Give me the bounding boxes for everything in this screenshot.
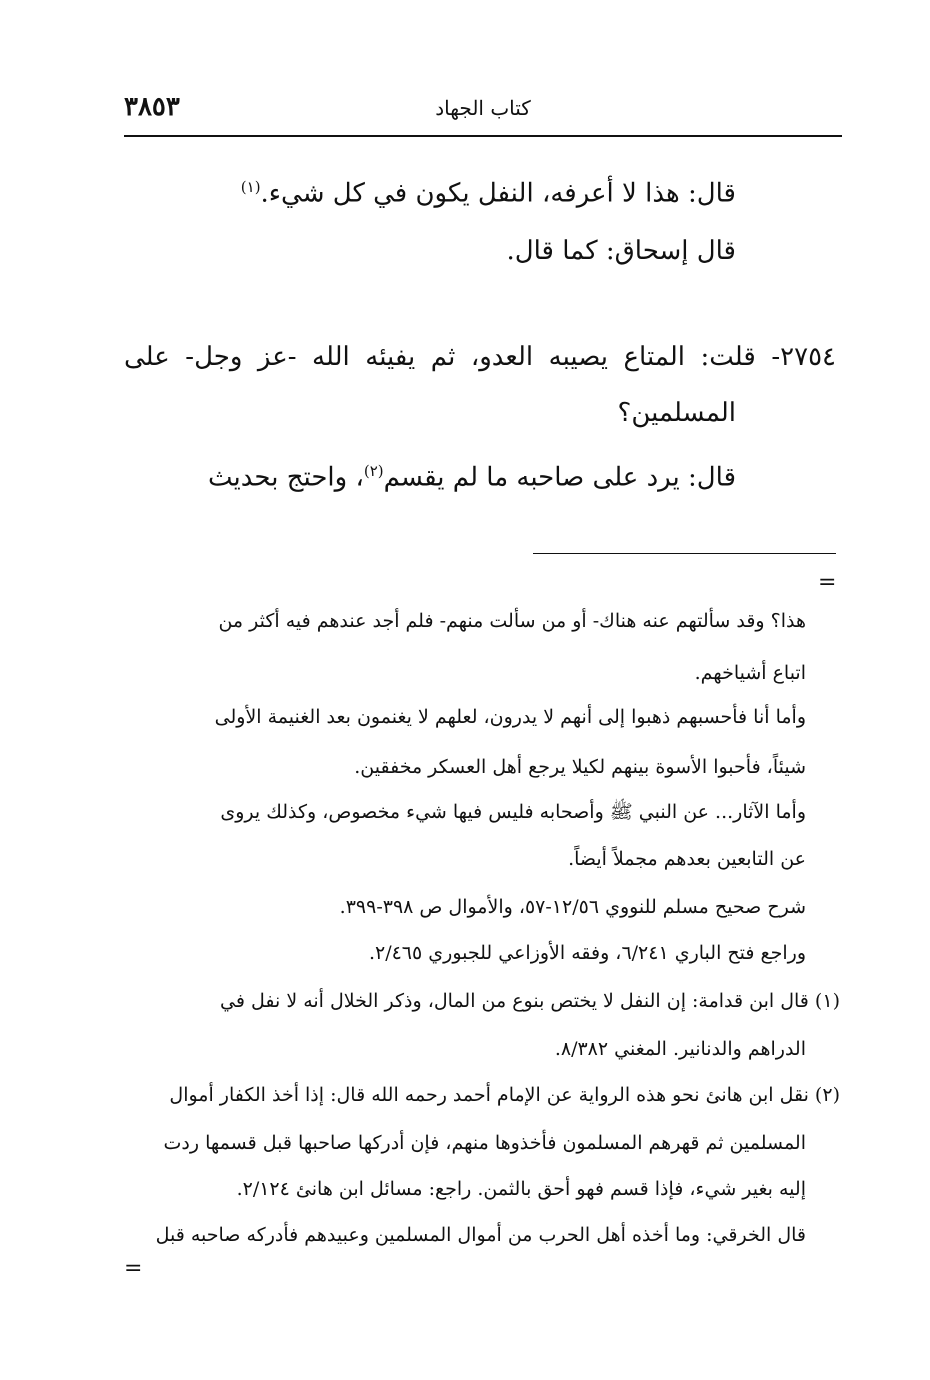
footnote-ref-1[interactable]: (١) — [240, 178, 261, 196]
footnote-cont-line: وأما أنا فأحسبهم ذهبوا إلى أنهم لا يدرون، لعلهم لا يغنمون بعد الغنيمة الأولى — [214, 706, 806, 728]
main-line-2: قال إسحاق: كما قال. — [506, 236, 736, 266]
footnote-1-line: الدراهم والدنانير. المغني ٨/٣٨٢. — [554, 1038, 806, 1060]
running-title: كتاب الجهاد — [435, 96, 531, 120]
footnote-cont-line: شرح صحيح مسلم للنووي ١٢/٥٦-٥٧، والأموال ص ٣٩٨-٣٩٩. — [339, 896, 806, 918]
footnote-2-line: قال الخرقي: وما أخذه أهل الحرب من أموال المسلمين وعبيدهم فأدركه صاحبه قبل — [155, 1224, 806, 1246]
footnote-2-line: (٢) نقل ابن هانئ نحو هذه الرواية عن الإمام أحمد رحمه الله قال: إذا أخذ الكفار أموال — [169, 1084, 840, 1106]
footnote-cont-line: وراجع فتح الباري ٦/٢٤١، وفقه الأوزاعي للجبوري ٢/٤٦٥. — [368, 942, 806, 964]
continuation-mark-bottom: = — [124, 1256, 143, 1281]
footnote-2-line: المسلمين ثم قهرهم المسلمون فأخذوها منهم، فإن أدركها صاحبها قبل قسمها ردت — [163, 1132, 806, 1154]
footnote-1-line: (١) قال ابن قدامة: إن النفل لا يختص بنوع من المال، وذكر الخلال أنه لا نفل في — [220, 990, 840, 1012]
footnote-cont-line: شيئاً، فأحبوا الأسوة بينهم لكيلا يرجع أهل العسكر مخفقين. — [354, 756, 806, 778]
continuation-mark-top: = — [818, 570, 837, 595]
footnote-ref-2[interactable]: (٢) — [363, 462, 384, 480]
footnote-cont-line: هذا؟ وقد سألتهم عنه هناك- أو من سألت منهم- فلم أجد عندهم فيه أكثر من — [218, 610, 806, 632]
footnote-cont-line: وأما الآثار... عن النبي ﷺ وأصحابه فليس فيها شيء مخصوص، وكذلك يروى — [220, 801, 806, 823]
answer-line-1-tail: ، واحتج بحديث — [208, 462, 364, 493]
footnote-cont-line: اتباع أشياخهم. — [694, 662, 806, 684]
question-line-1: ٢٧٥٤- قلت: المتاع يصيبه العدو، ثم يفيئه الله -عز وجل- على — [124, 342, 836, 372]
answer-line-1-text: قال: يرد على صاحبه ما لم يقسم — [383, 462, 736, 493]
main-line-1-text: قال: هذا لا أعرفه، النفل يكون في كل شيء. — [260, 178, 736, 209]
question-line-2: المسلمين؟ — [617, 398, 736, 428]
footnote-cont-line: عن التابعين بعدهم مجملاً أيضاً. — [568, 848, 806, 870]
footnotes — [124, 0, 840, 1380]
footnote-2-line: إليه بغير شيء، فإذا قسم فهو أحق بالثمن. راجع: مسائل ابن هانئ ٢/١٢٤. — [236, 1178, 806, 1200]
page-number: ٣٨٥٣ — [124, 92, 180, 122]
